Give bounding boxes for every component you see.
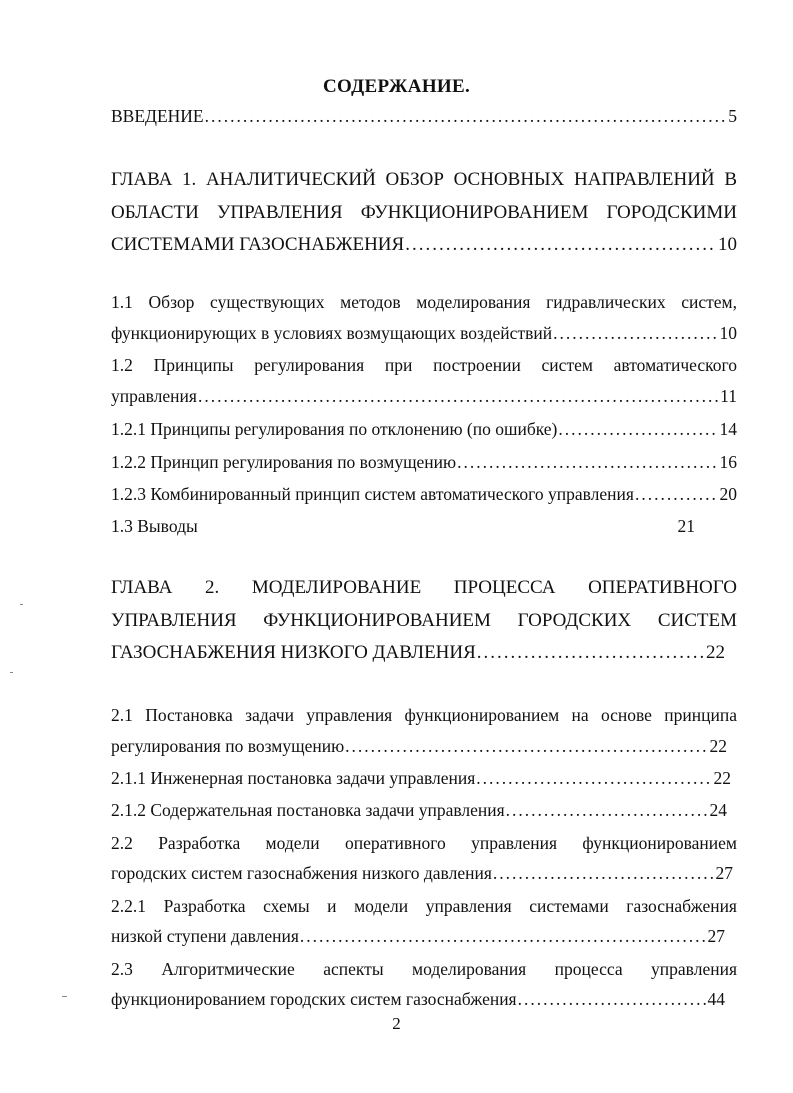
toc-page-number: 22	[706, 642, 725, 663]
toc-page-number: 10	[719, 323, 737, 343]
toc-entry-text: ВВЕДЕНИЕ	[111, 106, 204, 126]
toc-entry-text: 1.2.2 Принцип регулирования по возмущению	[111, 452, 457, 472]
toc-page-number: 27	[707, 926, 725, 946]
chapter1-line-3	[111, 227, 737, 262]
toc-entry-text: регулирования по возмущению	[111, 736, 345, 756]
chapter2-line-1: ГЛАВА 2. МОДЕЛИРОВАНИЕ ПРОЦЕССА ОПЕРАТИВНОГО	[111, 577, 737, 598]
scan-speck	[20, 604, 23, 605]
toc-entry-text: низкой ступени давления	[111, 926, 299, 946]
scan-speck	[62, 996, 67, 997]
toc-page-number: 16	[719, 452, 737, 472]
toc-page-number: 10	[718, 234, 737, 255]
toc-page-number: 44	[707, 989, 725, 1009]
toc-entry-1-2-line-1: 1.2 Принципы регулирования при построении систем автоматического	[111, 355, 737, 375]
toc-entry-2-3-line-1: 2.3 Алгоритмические аспекты моделирования процесса управления	[111, 959, 737, 979]
toc-page-number: 14	[719, 419, 737, 439]
toc-entry-1-1-line-1: 1.1 Обзор существующих методов моделирования гидравлических систем,	[111, 292, 737, 312]
leader-dots	[493, 858, 715, 889]
toc-page-number: 22	[709, 736, 727, 756]
chapter2-line-3	[111, 635, 725, 670]
toc-page-number: 11	[720, 386, 737, 406]
toc-entry-text: 1.2.1 Принципы регулирования по отклонению (по ошибке)	[111, 419, 558, 439]
scan-speck	[10, 672, 13, 673]
toc-entry-text: 2.1.1 Инженерная постановка задачи управления	[111, 768, 476, 788]
toc-page-number: 22	[713, 768, 731, 788]
toc-page-number: 24	[709, 800, 727, 820]
toc-entry-text: СИСТЕМАМИ ГАЗОСНАБЖЕНИЯ	[111, 234, 405, 255]
page-title: СОДЕРЖАНИЕ.	[322, 76, 471, 97]
toc-entry-2-1-line-2	[111, 731, 727, 762]
toc-page-number: 27	[715, 863, 733, 883]
toc-entry-2-2-1-line-2	[111, 921, 725, 952]
toc-entry-text: ГАЗОСНАБЖЕНИЯ НИЗКОГО ДАВЛЕНИЯ	[111, 642, 476, 663]
toc-entry-2-1-1	[111, 763, 731, 794]
leader-dots	[198, 381, 719, 412]
toc-entry-1-2-line-2	[111, 381, 737, 412]
toc-entry-text: управления	[111, 386, 197, 406]
toc-entry-1-2-2	[111, 447, 737, 478]
leader-dots	[506, 795, 709, 826]
leader-dots	[635, 479, 719, 510]
leader-dots	[345, 731, 708, 762]
leader-dots	[405, 227, 717, 262]
toc-entry-text: 2.1.2 Содержательная постановка задачи управления	[111, 800, 505, 820]
toc-entry-1-2-1	[111, 414, 737, 445]
toc-entry-text: 1.3 Выводы	[111, 516, 198, 536]
toc-page-number: 21	[677, 516, 695, 536]
toc-entry-intro	[111, 101, 737, 132]
toc-entry-2-2-line-2	[111, 858, 733, 889]
toc-entry-2-1-line-1: 2.1 Постановка задачи управления функционированием на основе принципа	[111, 705, 737, 725]
leader-dots	[518, 984, 707, 1015]
toc-entry-1-2-3	[111, 479, 737, 510]
toc-page-number: 5	[728, 106, 737, 126]
toc-entry-text: городских систем газоснабжения низкого давления	[111, 863, 492, 883]
chapter1-line-2: ОБЛАСТИ УПРАВЛЕНИЯ ФУНКЦИОНИРОВАНИЕМ ГОРОДСКИМИ	[111, 202, 737, 223]
toc-entry-1-1-line-2	[111, 318, 737, 349]
chapter1-line-1: ГЛАВА 1. АНАЛИТИЧЕСКИЙ ОБЗОР ОСНОВНЫХ НАПРАВЛЕНИЙ В	[111, 169, 737, 190]
chapter2-line-2: УПРАВЛЕНИЯ ФУНКЦИОНИРОВАНИЕМ ГОРОДСКИХ СИСТЕМ	[111, 610, 737, 631]
toc-entry-2-3-line-2	[111, 984, 725, 1015]
leader-dots	[558, 414, 718, 445]
toc-page-number: 20	[719, 484, 737, 504]
leader-dots	[205, 101, 728, 132]
leader-dots	[553, 318, 718, 349]
page-number: 2	[392, 1014, 401, 1033]
leader-dots	[457, 447, 718, 478]
toc-entry-2-2-1-line-1: 2.2.1 Разработка схемы и модели управления системами газоснабжения	[111, 896, 737, 916]
toc-entry-text: 1.2.3 Комбинированный принцип систем автоматического управления	[111, 484, 634, 504]
toc-entry-2-1-2	[111, 795, 727, 826]
leader-dots	[476, 763, 712, 794]
toc-entry-text: функционирующих в условиях возмущающих воздействий	[111, 323, 553, 343]
leader-dots	[300, 921, 707, 952]
toc-entry-1-3	[111, 511, 695, 542]
toc-entry-2-2-line-1: 2.2 Разработка модели оперативного управления функционированием	[111, 833, 737, 853]
toc-entry-text: функционированием городских систем газоснабжения	[111, 989, 517, 1009]
leader-dots	[477, 635, 705, 670]
